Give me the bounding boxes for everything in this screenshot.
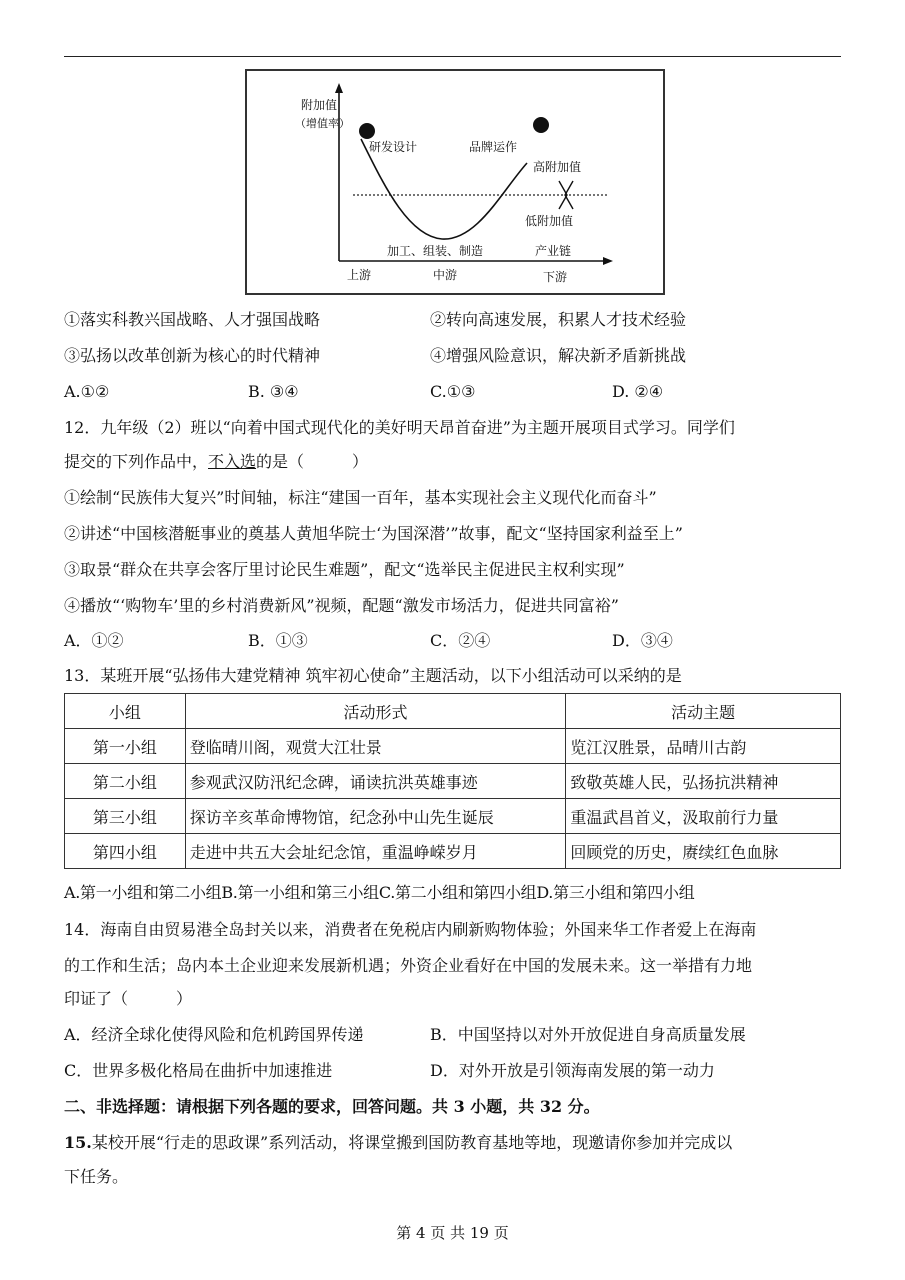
table-row	[65, 764, 841, 799]
smile-curve-svg	[247, 71, 663, 293]
q12-option-1: ①绘制“民族伟大复兴”时间轴，标注“建国一百年，基本实现社会主义现代化而奋斗”	[64, 488, 657, 507]
group-cell: 第二小组	[65, 764, 186, 799]
q14-answer-a: A．经济全球化使得风险和危机跨国界传递	[64, 1025, 364, 1044]
y-label-1: 附加值	[301, 98, 338, 112]
x-axis-arrow	[603, 257, 613, 265]
form-cell: 探访辛亥革命博物馆，纪念孙中山先生诞辰	[185, 799, 566, 834]
q12-stem-post: 的是（ ）	[256, 452, 369, 471]
table-header-row	[65, 694, 841, 729]
left-end-dot	[359, 123, 375, 139]
q11-answer-a: A.①②	[64, 382, 110, 401]
q13-answers: A.第一小组和第二小组B.第一小组和第三小组C.第二小组和第四小组D.第三小组和第四小组	[64, 883, 695, 902]
q15-line-1	[64, 1132, 732, 1154]
q12-answer-c: C．②④	[430, 631, 491, 650]
q11-option-2: ②转向高速发展，积累人才技术经验	[430, 310, 687, 329]
form-cell: 参观武汉防汛纪念碑，诵读抗洪英雄事迹	[185, 764, 566, 799]
group-cell: 第三小组	[65, 799, 186, 834]
theme-cell: 览江汉胜景，品晴川古韵	[566, 729, 841, 764]
left-curve-label: 研发设计	[369, 140, 418, 154]
header-group: 小组	[65, 694, 186, 729]
table-row	[65, 729, 841, 764]
q15-text: 某校开展“行走的思政课”系列活动，将课堂搬到国防教育基地等地，现邀请你参加并完成以	[91, 1133, 733, 1152]
section2-heading: 二、非选择题：请根据下列各题的要求，回答问题。共 3 小题，共 32 分。	[64, 1097, 600, 1116]
q11-option-3: ③弘扬以改革创新为核心的时代精神	[64, 346, 321, 365]
theme-cell: 重温武昌首义，汲取前行力量	[566, 799, 841, 834]
q11-answer-c: C.①③	[430, 382, 476, 401]
x-midstream-label: 中游	[433, 268, 458, 282]
table-row	[65, 799, 841, 834]
right-end-dot	[533, 117, 549, 133]
q12-stem-pre: 提交的下列作品中，	[64, 452, 209, 471]
high-value-label: 高附加值	[533, 160, 582, 174]
form-cell: 走进中共五大会址纪念馆，重温峥嵘岁月	[185, 834, 566, 869]
q11-option-1: ①落实科教兴国战略、人才强国战略	[64, 310, 321, 329]
industry-chain-label: 产业链	[535, 244, 572, 258]
q14-stem-line-2: 的工作和生活；岛内本土企业迎来发展新机遇；外资企业看好在中国的发展未来。这一举措有力地	[64, 956, 753, 975]
group-cell: 第四小组	[65, 834, 186, 869]
q14-answer-d: D．对外开放是引领海南发展的第一动力	[430, 1061, 715, 1080]
smile-curve-figure	[245, 69, 665, 295]
q11-option-4: ④增强风险意识，解决新矛盾新挑战	[430, 346, 687, 365]
y-label-2: （增值率）	[295, 117, 350, 130]
table-row	[65, 834, 841, 869]
page-footer: 第 4 页 共 19 页	[396, 1224, 509, 1242]
header-rule	[64, 56, 841, 57]
x-downstream-label: 下游	[543, 270, 568, 284]
smile-curve	[361, 139, 527, 239]
q14-stem-line-3: 印证了（ ）	[64, 989, 193, 1008]
header-activity-theme: 活动主题	[566, 694, 841, 729]
q12-stem-line-2	[64, 451, 368, 473]
q11-answer-d: D. ②④	[612, 382, 664, 401]
midstream-activity-label: 加工、组装、制造	[387, 244, 484, 258]
x-upstream-label: 上游	[347, 268, 372, 282]
header-activity-form: 活动形式	[185, 694, 566, 729]
q12-answer-d: D．③④	[612, 631, 673, 650]
q13-activity-table	[64, 693, 841, 869]
q11-answer-b: B. ③④	[248, 382, 299, 401]
theme-cell: 致敬英雄人民，弘扬抗洪精神	[566, 764, 841, 799]
right-curve-label: 品牌运作	[469, 140, 518, 154]
q12-option-2: ②讲述“中国核潜艇事业的奠基人黄旭华院士‘为国深潜’”故事，配文“坚持国家利益至上”	[64, 524, 683, 543]
q15-number: 15.	[64, 1133, 92, 1152]
theme-cell: 回顾党的历史，赓续红色血脉	[566, 834, 841, 869]
q12-stem-underlined: 不入选	[208, 452, 257, 471]
q14-answer-c: C．世界多极化格局在曲折中加速推进	[64, 1061, 333, 1080]
q13-stem: 13．某班开展“弘扬伟大建党精神 筑牢初心使命”主题活动，以下小组活动可以采纳的是	[64, 666, 682, 685]
y-axis-arrow	[335, 83, 343, 93]
low-value-label: 低附加值	[525, 214, 574, 228]
q14-stem-line-1: 14．海南自由贸易港全岛封关以来，消费者在免税店内刷新购物体验；外国来华工作者爱上在海南	[64, 920, 757, 939]
group-cell: 第一小组	[65, 729, 186, 764]
q14-answer-b: B．中国坚持以对外开放促进自身高质量发展	[430, 1025, 746, 1044]
q12-answer-a: A．①②	[64, 631, 124, 650]
q15-line-2: 下任务。	[64, 1167, 129, 1186]
q12-option-3: ③取景“群众在共享会客厅里讨论民生难题”，配文“选举民主促进民主权利实现”	[64, 560, 625, 579]
q12-answer-b: B．①③	[248, 631, 308, 650]
q12-option-4: ④播放“‘购物车’里的乡村消费新风”视频，配题“激发市场活力，促进共同富裕”	[64, 596, 619, 615]
q12-stem-line-1: 12．九年级（2）班以“向着中国式现代化的美好明天昂首奋进”为主题开展项目式学习。同学们	[64, 418, 735, 437]
form-cell: 登临晴川阁，观赏大江壮景	[185, 729, 566, 764]
